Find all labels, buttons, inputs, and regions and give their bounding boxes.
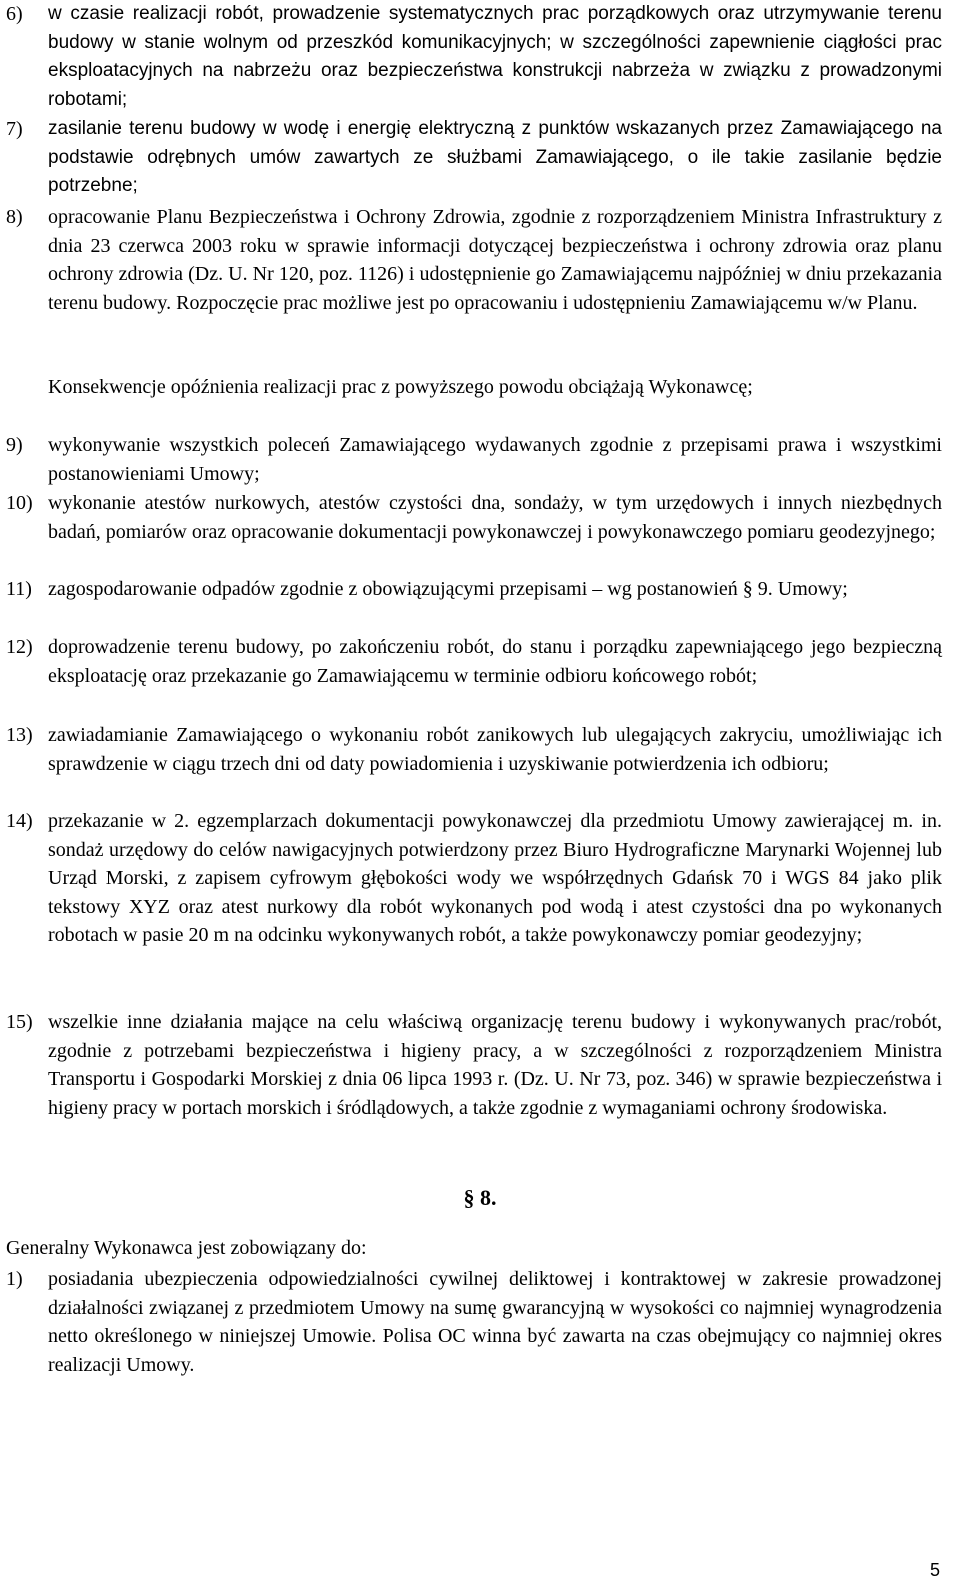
list-number: 14) [6, 810, 33, 832]
list-text: zagospodarowanie odpadów zgodnie z obowiązującymi przepisami – wg postanowień § 9. Umowy; [48, 578, 848, 600]
list-item-8 [6, 203, 942, 317]
section-heading: § 8. [463, 1185, 497, 1210]
list-text: przekazanie w 2. egzemplarzach dokumentacji powykonawczej dla przedmiotu Umowy zawierającej m. in. sondaż urzędowy do celów nawigacyjnych potwierdzony przez Biuro Hydrograficzne Marynarki Wojennej lub Urząd Morski, z zapisem cyfrowym głębokości wody we współrzędnych Gdańsk 70 i WGS 84 jako plik tekstowy XYZ oraz atest nurkowy dla robót wykonanych pod wodą i atest czystości dna po wykonanych robotach w pasie 20 m na odcinku wykonywanych robót, a także powykonawczy pomiar geodezyjny; [48, 810, 942, 947]
list-number: 6) [6, 3, 23, 25]
list-number: 1) [6, 1268, 23, 1290]
list-number: 9) [6, 434, 23, 456]
page-number: 5 [929, 1560, 940, 1580]
section-intro: Generalny Wykonawca jest zobowiązany do: [6, 1237, 367, 1259]
list-text: wykonywanie wszystkich poleceń Zamawiającego wydawanych zgodnie z przepisami prawa i wszystkimi postanowieniami Umowy; [48, 434, 942, 485]
list-text: posiadania ubezpieczenia odpowiedzialności cywilnej deliktowej i kontraktowej w zakresie prowadzonej działalności związanej z przedmiotem Umowy na sumę gwarancyjną w wysokości co najmniej wynagrodzenia netto określonego w niniejszej Umowie. Polisa OC winna być zawarta na czas obejmujący co najmniej okres realizacji Umowy. [48, 1268, 942, 1376]
list-number: 10) [6, 492, 33, 514]
list-text: wykonanie atestów nurkowych, atestów czystości dna, sondaży, w tym urzędowych i innych niezbędnych badań, pomiarów oraz opracowanie dokumentacji powykonawczej i powykonawczego pomiaru geodezyjnego; [48, 492, 942, 543]
list-text: w czasie realizacji robót, prowadzenie systematycznych prac porządkowych oraz utrzymywanie terenu budowy w stanie wolnym od przeszkód komunikacyjnych; w szczególności zapewnienie ciągłości prac eksploatacyjnych na nabrzeżu oraz bezpieczeństwa konstrukcji nabrzeża w związku z prowadzonymi robotami; [48, 3, 942, 110]
list-item-11 [6, 575, 942, 604]
list-item-7 [6, 115, 942, 201]
list-item-6 [6, 0, 942, 114]
list-number: 15) [6, 1011, 33, 1033]
list-text: wszelkie inne działania mające na celu właściwą organizację terenu budowy i wykonywanych prac/robót, zgodnie z potrzebami bezpieczeństwa i higieny pracy, a w szczególności z rozporządzeniem Ministra Transportu i Gospodarki Morskiej z dnia 06 lipca 1993 r. (Dz. U. Nr 73, poz. 346) w sprawie bezpieczeństwa i higieny pracy w portach morskich i śródlądowych, a także zgodnie z wymaganiami ochrony środowiska. [48, 1011, 942, 1119]
list-item-1 [6, 1265, 942, 1379]
list-item-10 [6, 489, 942, 546]
list-item-9 [6, 431, 942, 488]
list-text: zasilanie terenu budowy w wodę i energię elektryczną z punktów wskazanych przez Zamawiającego na podstawie odrębnych umów zawartych ze służbami Zamawiającego, o ile takie zasilanie będzie potrzebne; [48, 118, 942, 197]
list-text: opracowanie Planu Bezpieczeństwa i Ochrony Zdrowia, zgodnie z rozporządzeniem Ministra Infrastruktury z dnia 23 czerwca 2003 roku w sprawie informacji dotyczącej bezpieczeństwa i ochrony zdrowia oraz planu ochrony zdrowia (Dz. U. Nr 120, poz. 1126) i udostępnienie go Zamawiającemu najpóźniej w dniu przekazania terenu budowy. Rozpoczęcie prac możliwe jest po opracowaniu i udostępnieniu Zamawiającemu w/w Planu. [48, 206, 942, 314]
list-item-12 [6, 633, 942, 690]
list-number: 12) [6, 636, 33, 658]
list-number: 8) [6, 206, 23, 228]
list-item-15 [6, 1008, 942, 1122]
list-item-13 [6, 721, 942, 778]
list-text: zawiadamianie Zamawiającego o wykonaniu robót zanikowych lub ulegających zakryciu, umożliwiając ich sprawdzenie w ciągu trzech dni od daty powiadomienia i uzyskiwanie potwierdzenia ich odbioru; [48, 724, 942, 775]
list-number: 7) [6, 118, 23, 140]
item-8-note: Konsekwencje opóźnienia realizacji prac z powyższego powodu obciążają Wykonawcę; [48, 376, 753, 398]
list-number: 11) [6, 578, 32, 600]
list-item-14 [6, 807, 942, 950]
list-text: doprowadzenie terenu budowy, po zakończeniu robót, do stanu i porządku zapewniającego jego bezpieczną eksploatację oraz przekazanie go Zamawiającemu w terminie odbioru końcowego robót; [48, 636, 942, 687]
list-number: 13) [6, 724, 33, 746]
